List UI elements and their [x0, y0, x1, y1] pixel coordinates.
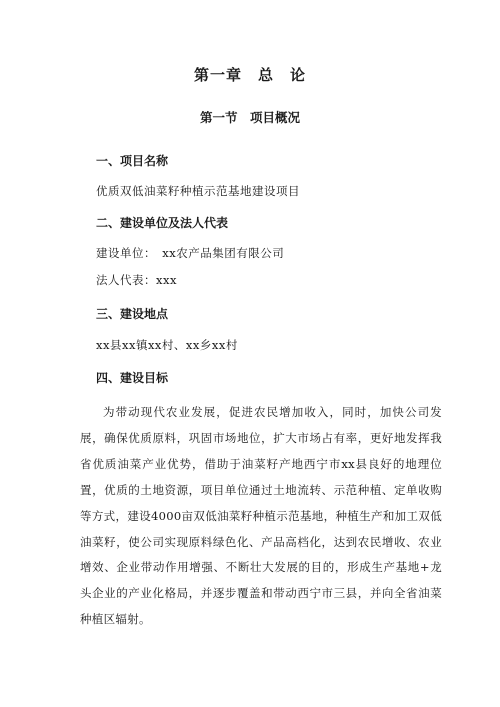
section-title: 第一节 项目概况: [199, 110, 300, 125]
heading-builder-and-legal-rep: 二、建设单位及法人代表: [96, 216, 229, 230]
heading-objectives: 四、建设目标: [96, 371, 169, 385]
heading-location: 三、建设地点: [96, 307, 169, 321]
project-name-text: 优质双低油菜籽种植示范基地建设项目: [96, 184, 300, 198]
location-text: xx县xx镇xx村、xx乡xx村: [96, 338, 238, 352]
legal-rep-text: 法人代表：xxx: [96, 273, 177, 287]
builder-text: 建设单位： xx农产品集团有限公司: [96, 246, 285, 260]
chapter-title: 第一章 总 论: [193, 66, 306, 84]
objectives-paragraph: 为带动现代农业发展，促进农民增加收入，同时，加快公司发展，确保优质原料，巩固市场地位，扩大市场占有率，更好地发挥我省优质油菜产业优势，借助于油菜籽产地西宁市xx县良好的地理位置，优质的土地资源，项目单位通过土地流转、示范种植、定单收购等方式，建设4000亩双低油菜籽种植示范基地，种植生产和加工双低油菜籽，使公司实现原料绿色化、产品高档化，达到农民增收、农业增效、企业带动作用增强、不断壮大发展的目的，形成生产基地+龙头企业的产业化格局，并逐步覆盖和带动西宁市三县，并向全省油菜种植区辐射。: [80, 405, 442, 627]
heading-project-name: 一、项目名称: [96, 154, 169, 168]
